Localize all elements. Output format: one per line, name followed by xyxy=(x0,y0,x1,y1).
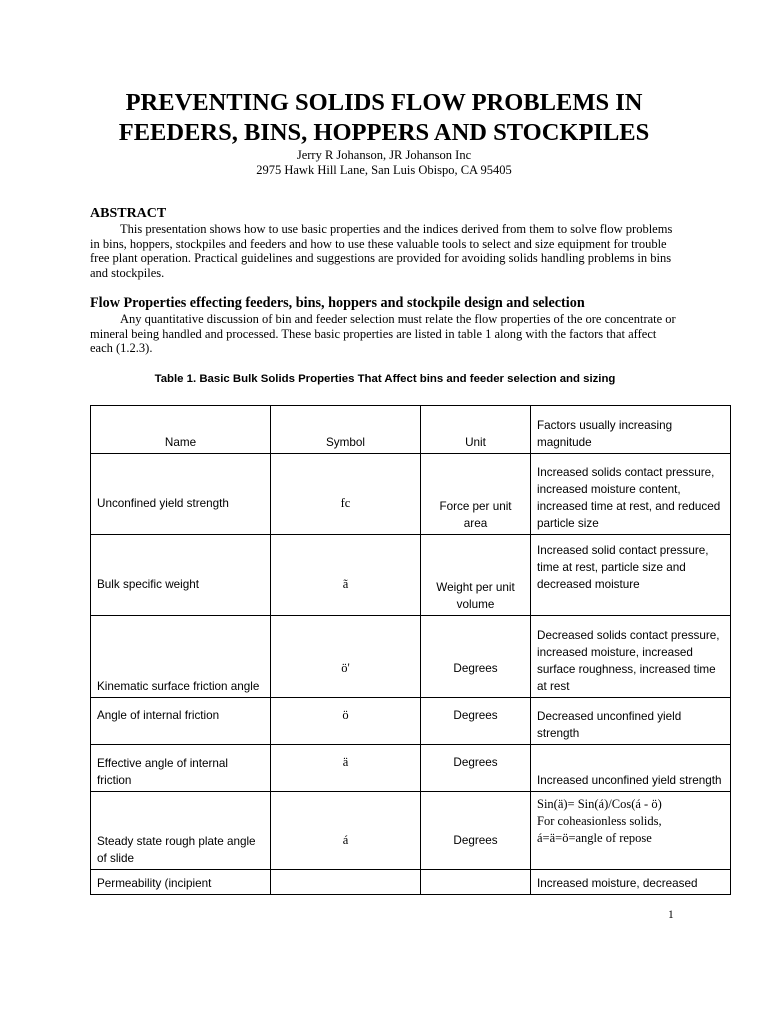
cell-symbol: ö' xyxy=(271,616,421,698)
cell-factors: Decreased solids contact pressure, increased moisture, increased surface roughness, increased time at rest xyxy=(531,616,731,698)
abstract-heading: ABSTRACT xyxy=(90,206,167,221)
cell-unit: Weight per unit volume xyxy=(421,535,531,616)
cell-name: Effective angle of internal friction xyxy=(91,745,271,792)
title-line-1: PREVENTING SOLIDS FLOW PROBLEMS IN xyxy=(125,89,643,116)
cell-unit: Degrees xyxy=(421,792,531,870)
section-heading: Flow Properties effecting feeders, bins, hoppers and stockpile design and selection xyxy=(90,295,585,311)
address-line: 2975 Hawk Hill Lane, San Luis Obispo, CA 95405 xyxy=(256,163,512,177)
table-row xyxy=(91,698,731,745)
cohesionless-note: For coheasionless solids, xyxy=(537,814,662,828)
cell-symbol: fc xyxy=(271,454,421,535)
cell-factors: Increased moisture, decreased xyxy=(531,870,731,895)
header-factors: Factors usually increasing magnitude xyxy=(531,406,731,454)
table-row xyxy=(91,535,731,616)
cell-name: Unconfined yield strength xyxy=(91,454,271,535)
cell-factors xyxy=(531,792,731,870)
abstract-paragraph: This presentation shows how to use basic properties and the indices derived from them to solve flow problems in bins, hoppers, stockpiles and feeders and how to use these valuable tools to select and size equipment for trouble free plant operation. Practical guidelines and suggestions are provided for avoiding solids handling problems in bins and stockpiles. xyxy=(90,222,673,280)
section-paragraph: Any quantitative discussion of bin and feeder selection must relate the flow properties of the ore concentrate or mineral being handled and processed. These basic properties are listed in table 1 along with the factors that affect each (1.2.3). xyxy=(90,312,676,355)
page-number: 1 xyxy=(668,909,674,921)
cell-symbol: ö xyxy=(271,698,421,745)
cell-symbol: ã xyxy=(271,535,421,616)
cell-name: Permeability (incipient xyxy=(91,870,271,895)
properties-table xyxy=(90,405,731,895)
cell-factors: Decreased unconfined yield strength xyxy=(531,698,731,745)
cell-unit: Degrees xyxy=(421,745,531,792)
paper-title xyxy=(60,88,708,148)
cell-factors: Increased unconfined yield strength xyxy=(531,745,731,792)
table-row xyxy=(91,454,731,535)
cell-symbol xyxy=(271,870,421,895)
cell-unit xyxy=(421,870,531,895)
header-unit: Unit xyxy=(421,406,531,454)
cell-name: Steady state rough plate angle of slide xyxy=(91,792,271,870)
cell-unit: Degrees xyxy=(421,616,531,698)
header-name: Name xyxy=(91,406,271,454)
angle-of-slide-formula: Sin(ä)= Sin(á)/Cos(á - ö) xyxy=(537,797,662,811)
table-header-row xyxy=(91,406,731,454)
table-row xyxy=(91,792,731,870)
header-symbol: Symbol xyxy=(271,406,421,454)
cell-name: Angle of internal friction xyxy=(91,698,271,745)
cell-unit: Force per unit area xyxy=(421,454,531,535)
title-line-2: FEEDERS, BINS, HOPPERS AND STOCKPILES xyxy=(118,119,650,146)
table-row xyxy=(91,745,731,792)
angle-of-repose-note: á=ä=ö=angle of repose xyxy=(537,831,652,845)
cell-symbol: ä xyxy=(271,745,421,792)
table-caption: Table 1. Basic Bulk Solids Properties That Affect bins and feeder selection and sizing xyxy=(154,373,616,385)
table-row xyxy=(91,870,731,895)
table-row xyxy=(91,616,731,698)
cell-factors: Increased solids contact pressure, increased moisture content, increased time at rest, and reduced particle size xyxy=(531,454,731,535)
cell-factors: Increased solid contact pressure, time at rest, particle size and decreased moisture xyxy=(531,535,731,616)
cell-name: Bulk specific weight xyxy=(91,535,271,616)
cell-name: Kinematic surface friction angle xyxy=(91,616,271,698)
cell-unit: Degrees xyxy=(421,698,531,745)
cell-symbol: á xyxy=(271,792,421,870)
author-line: Jerry R Johanson, JR Johanson Inc xyxy=(296,148,472,162)
